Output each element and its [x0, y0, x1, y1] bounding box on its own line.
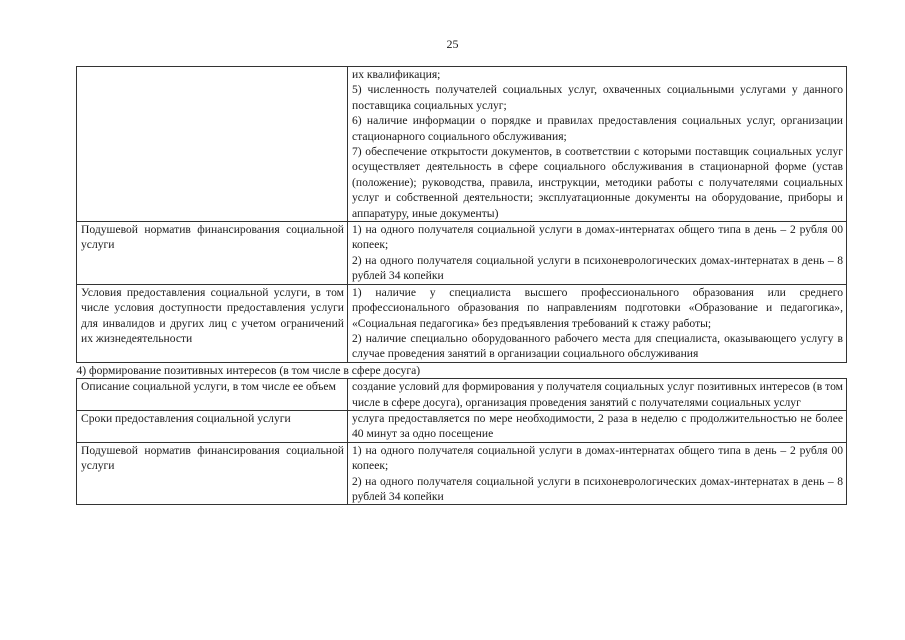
row-label-empty	[77, 67, 348, 222]
table-row	[77, 442, 847, 505]
table-row	[77, 222, 847, 285]
content-line: 2) на одного получателя социальной услуги в психоневрологических домах-интернатах в день – 8 рублей 34 копейки	[352, 253, 843, 283]
page-number: 25	[446, 37, 459, 51]
content-line: 2) на одного получателя социальной услуги в психоневрологических домах-интернатах в день – 8 рублей 34 копейки	[352, 474, 843, 503]
services-table	[76, 66, 847, 505]
content-line: создание условий для формирования у получателя социальных услуг позитивных интересов (в том числе в сфере досуга), организация проведения занятий с получателями социальных услуг	[352, 380, 843, 409]
row-label: Описание социальной услуги, в том числе ее объем	[77, 379, 348, 411]
content-line: 2) наличие специально оборудованного рабочего места для специалиста, оказывающего услугу в случае проведения занятий в организации социального обслуживания	[352, 331, 843, 361]
section-heading-row	[77, 362, 847, 378]
row-label: Подушевой норматив финансирования социальной услуги	[77, 222, 348, 285]
section-heading: 4) формирование позитивных интересов (в том числе в сфере досуга)	[77, 362, 847, 378]
table-row	[77, 410, 847, 442]
content-line: 7) обеспечение открытости документов, в соответствии с которыми поставщик социальных услуг осуществляет деятельность в сфере социального обслуживания в стационарной форме (устав (положение); руководства, правила, инструкции, методики работы с получателями социальных услуг и собственной деятельности; эксплуатационные документы на оборудование, приборы и аппаратуру, иные документы)	[352, 145, 843, 220]
table-row	[77, 284, 847, 362]
row-content	[348, 284, 847, 362]
row-label: Условия предоставления социальной услуги, в том числе условия доступности предоставления услуги для инвалидов и других лиц с учетом ограничений их жизнедеятельности	[77, 284, 348, 362]
content-line: 1) на одного получателя социальной услуги в домах-интернатах общего типа в день – 2 рубля 00 копеек;	[352, 443, 843, 473]
row-content	[348, 379, 847, 411]
content-line: 1) на одного получателя социальной услуги в домах-интернатах общего типа в день – 2 рубля 00 копеек;	[352, 223, 843, 252]
content-line: 1) наличие у специалиста высшего профессионального образования или среднего профессионального образования по направлениям подготовки «Образование и педагогика», «Социальная педагогика» без предъявления требований к стажу работы;	[352, 285, 843, 330]
table-row	[77, 67, 847, 222]
content-line: 6) наличие информации о порядке и правилах предоставления социальных услуг, организации стационарного социального обслуживания;	[352, 114, 843, 143]
row-content	[348, 67, 847, 222]
content-line: их квалификация;	[352, 68, 441, 81]
content-line: услуга предоставляется по мере необходимости, 2 раза в неделю с продолжительностью не более 40 минут за одно посещение	[352, 411, 843, 441]
row-content	[348, 410, 847, 442]
row-label: Сроки предоставления социальной услуги	[77, 410, 348, 442]
row-label: Подушевой норматив финансирования социальной услуги	[77, 442, 348, 505]
row-content	[348, 222, 847, 285]
content-line: 5) численность получателей социальных услуг, охваченных социальными услугами у данного поставщика социальных услуг;	[352, 83, 843, 112]
row-content	[348, 442, 847, 505]
table-row	[77, 379, 847, 411]
